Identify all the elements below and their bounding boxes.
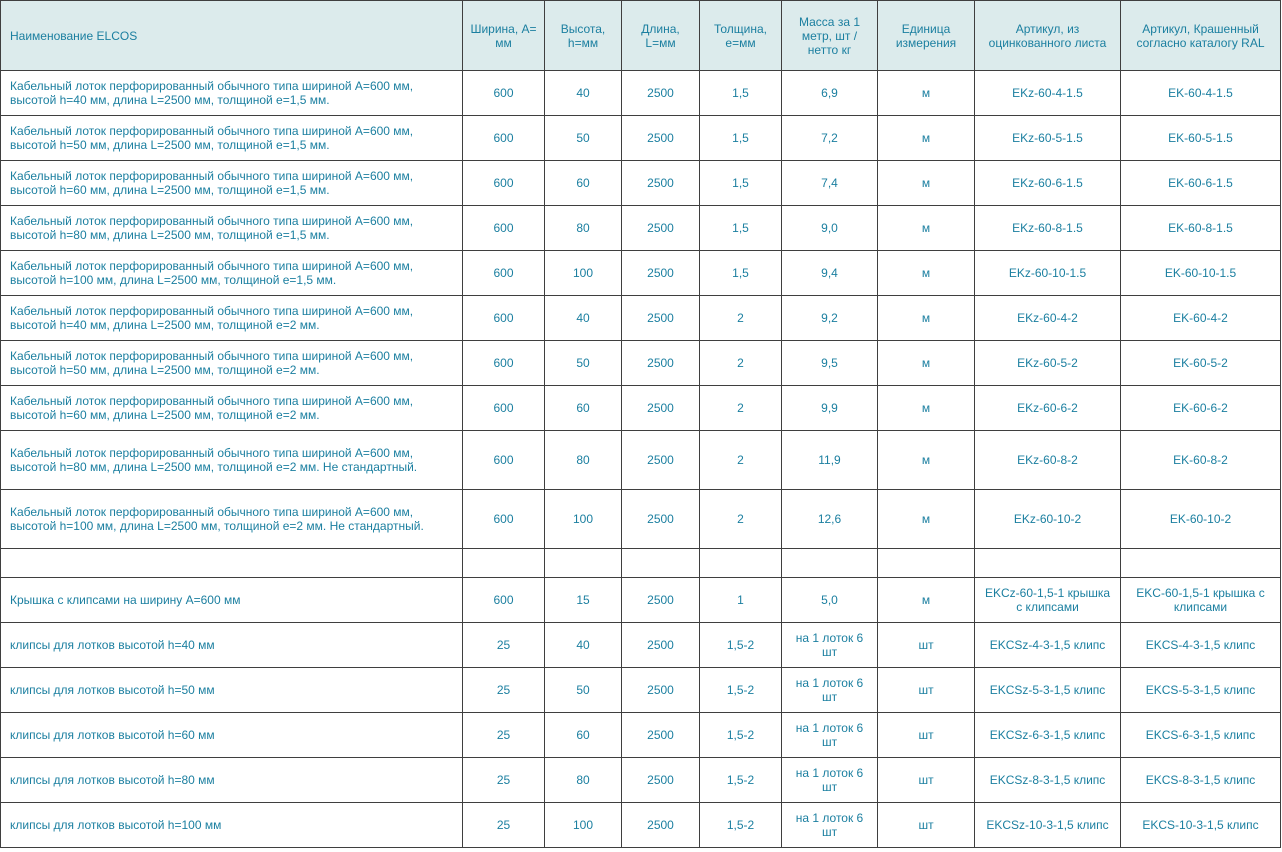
cell-thickness: 2 (700, 296, 782, 341)
cell-width: 600 (463, 206, 545, 251)
table-row (1, 71, 1281, 116)
cell-name: клипсы для лотков высотой h=100 мм (1, 803, 463, 848)
cell-width: 600 (463, 116, 545, 161)
cell-mass: 12,6 (782, 490, 878, 549)
cell-unit: м (878, 251, 975, 296)
cell-length: 2500 (622, 623, 700, 668)
cell-sku-ral: EK-60-4-2 (1121, 296, 1281, 341)
cell-sku-galvanized: EKCSz-5-3-1,5 клипс (975, 668, 1121, 713)
cell-name: Кабельный лоток перфорированный обычного типа шириной А=600 мм, высотой h=80 мм, длина L=2500 мм, толщиной е=1,5 мм. (1, 206, 463, 251)
cell-sku-ral: EKCS-8-3-1,5 клипс (1121, 758, 1281, 803)
cell-mass: 9,2 (782, 296, 878, 341)
cell-mass: 5,0 (782, 578, 878, 623)
cell-height: 15 (545, 578, 622, 623)
cell-thickness: 1,5 (700, 116, 782, 161)
col-header-thickness: Толщина, e=мм (700, 1, 782, 71)
cell-unit: м (878, 431, 975, 490)
cell-sku-ral: EK-60-6-1.5 (1121, 161, 1281, 206)
cell-width: 600 (463, 296, 545, 341)
cell-mass: 6,9 (782, 71, 878, 116)
cell-sku-ral: EK-60-5-1.5 (1121, 116, 1281, 161)
cell-unit: м (878, 71, 975, 116)
cell-height: 100 (545, 251, 622, 296)
cell-length: 2500 (622, 713, 700, 758)
cell-height: 50 (545, 668, 622, 713)
cell-name: клипсы для лотков высотой h=60 мм (1, 713, 463, 758)
cell-height: 80 (545, 758, 622, 803)
cell-unit: м (878, 206, 975, 251)
cell-name: клипсы для лотков высотой h=80 мм (1, 758, 463, 803)
cell-height: 40 (545, 71, 622, 116)
cell-width: 25 (463, 713, 545, 758)
cell-name: Кабельный лоток перфорированный обычного типа шириной А=600 мм, высотой h=50 мм, длина L=2500 мм, толщиной е=1,5 мм. (1, 116, 463, 161)
cell-unit: шт (878, 668, 975, 713)
cell-sku-galvanized: EKCSz-6-3-1,5 клипс (975, 713, 1121, 758)
cell-length: 2500 (622, 116, 700, 161)
cell-width: 25 (463, 668, 545, 713)
cell-sku-galvanized: EKz-60-4-2 (975, 296, 1121, 341)
table-row (1, 803, 1281, 848)
cell-sku-ral: EK-60-4-1.5 (1121, 71, 1281, 116)
cell-thickness: 1 (700, 578, 782, 623)
cell-height: 50 (545, 341, 622, 386)
table-row (1, 668, 1281, 713)
cell-sku-galvanized: EKCSz-8-3-1,5 клипс (975, 758, 1121, 803)
cell-thickness: 1,5 (700, 251, 782, 296)
cell-name: Кабельный лоток перфорированный обычного типа шириной А=600 мм, высотой h=60 мм, длина L=2500 мм, толщиной е=2 мм. (1, 386, 463, 431)
cell-width: 600 (463, 386, 545, 431)
cell-mass: 9,5 (782, 341, 878, 386)
table-row (1, 251, 1281, 296)
cell-name: Крышка с клипсами на ширину А=600 мм (1, 578, 463, 623)
cell-height: 60 (545, 386, 622, 431)
table-row (1, 490, 1281, 549)
cell-mass: на 1 лоток 6 шт (782, 668, 878, 713)
cell-width: 25 (463, 803, 545, 848)
table-row (1, 116, 1281, 161)
cell-sku-ral: EKCS-4-3-1,5 клипс (1121, 623, 1281, 668)
cell-mass: 7,4 (782, 161, 878, 206)
cell-width: 600 (463, 251, 545, 296)
cell-unit: м (878, 386, 975, 431)
cell-sku-galvanized: EKz-60-6-2 (975, 386, 1121, 431)
cell-width: 600 (463, 161, 545, 206)
cell-sku-galvanized: EKCz-60-1,5-1 крышка с клипсами (975, 578, 1121, 623)
cell-thickness: 1,5-2 (700, 758, 782, 803)
cell-length: 2500 (622, 386, 700, 431)
header-row (1, 1, 1281, 71)
col-header-unit: Единица измерения (878, 1, 975, 71)
col-header-width: Ширина, А= мм (463, 1, 545, 71)
cell-height: 80 (545, 206, 622, 251)
cell-height: 100 (545, 490, 622, 549)
cell-unit: м (878, 116, 975, 161)
cell-name: Кабельный лоток перфорированный обычного типа шириной А=600 мм, высотой h=50 мм, длина L=2500 мм, толщиной е=2 мм. (1, 341, 463, 386)
table-row (1, 713, 1281, 758)
empty-cell (975, 549, 1121, 578)
cell-thickness: 1,5-2 (700, 803, 782, 848)
cell-height: 60 (545, 713, 622, 758)
cell-sku-galvanized: EKz-60-10-1.5 (975, 251, 1121, 296)
cell-sku-galvanized: EKz-60-10-2 (975, 490, 1121, 549)
cell-length: 2500 (622, 161, 700, 206)
cell-length: 2500 (622, 758, 700, 803)
cell-mass: 11,9 (782, 431, 878, 490)
cell-mass: на 1 лоток 6 шт (782, 758, 878, 803)
cell-name: Кабельный лоток перфорированный обычного типа шириной А=600 мм, высотой h=40 мм, длина L=2500 мм, толщиной е=1,5 мм. (1, 71, 463, 116)
cell-height: 100 (545, 803, 622, 848)
cell-name: клипсы для лотков высотой h=50 мм (1, 668, 463, 713)
cell-mass: на 1 лоток 6 шт (782, 713, 878, 758)
cell-width: 25 (463, 758, 545, 803)
cell-height: 40 (545, 296, 622, 341)
col-header-name: Наименование ELCOS (1, 1, 463, 71)
cell-name: клипсы для лотков высотой h=40 мм (1, 623, 463, 668)
table-row (1, 296, 1281, 341)
empty-cell (700, 549, 782, 578)
table-row (1, 578, 1281, 623)
cell-thickness: 1,5-2 (700, 623, 782, 668)
cell-sku-ral: EK-60-6-2 (1121, 386, 1281, 431)
empty-cell (878, 549, 975, 578)
cell-length: 2500 (622, 341, 700, 386)
cell-sku-ral: EK-60-10-2 (1121, 490, 1281, 549)
cell-length: 2500 (622, 578, 700, 623)
empty-cell (1, 549, 463, 578)
cell-unit: м (878, 578, 975, 623)
cell-name: Кабельный лоток перфорированный обычного типа шириной А=600 мм, высотой h=100 мм, длина L=2500 мм, толщиной е=1,5 мм. (1, 251, 463, 296)
cell-unit: м (878, 161, 975, 206)
cell-sku-ral: EKCS-10-3-1,5 клипс (1121, 803, 1281, 848)
cell-width: 600 (463, 578, 545, 623)
cell-sku-ral: EKCS-6-3-1,5 клипс (1121, 713, 1281, 758)
cell-width: 600 (463, 341, 545, 386)
cell-sku-galvanized: EKCSz-10-3-1,5 клипс (975, 803, 1121, 848)
cell-height: 80 (545, 431, 622, 490)
cell-length: 2500 (622, 490, 700, 549)
cell-length: 2500 (622, 71, 700, 116)
cell-mass: 7,2 (782, 116, 878, 161)
cell-width: 600 (463, 490, 545, 549)
cell-thickness: 2 (700, 341, 782, 386)
cell-name: Кабельный лоток перфорированный обычного типа шириной А=600 мм, высотой h=40 мм, длина L=2500 мм, толщиной е=2 мм. (1, 296, 463, 341)
cell-sku-galvanized: EKz-60-6-1.5 (975, 161, 1121, 206)
cell-width: 600 (463, 431, 545, 490)
cell-length: 2500 (622, 431, 700, 490)
cell-thickness: 2 (700, 386, 782, 431)
col-header-sku-galvanized: Артикул, из оцинкованного листа (975, 1, 1121, 71)
cell-unit: м (878, 490, 975, 549)
cell-sku-galvanized: EKz-60-8-1.5 (975, 206, 1121, 251)
cell-sku-ral: EK-60-10-1.5 (1121, 251, 1281, 296)
cell-name: Кабельный лоток перфорированный обычного типа шириной А=600 мм, высотой h=80 мм, длина L=2500 мм, толщиной е=2 мм. Не стандартный. (1, 431, 463, 490)
cell-unit: м (878, 296, 975, 341)
cell-unit: шт (878, 713, 975, 758)
col-header-length: Длина, L=мм (622, 1, 700, 71)
cell-thickness: 1,5-2 (700, 668, 782, 713)
cell-thickness: 2 (700, 490, 782, 549)
cell-sku-ral: EK-60-5-2 (1121, 341, 1281, 386)
cell-unit: шт (878, 758, 975, 803)
cell-thickness: 1,5-2 (700, 713, 782, 758)
col-header-mass: Масса за 1 метр, шт / нетто кг (782, 1, 878, 71)
cell-unit: шт (878, 623, 975, 668)
table-row (1, 758, 1281, 803)
empty-cell (545, 549, 622, 578)
table-row (1, 623, 1281, 668)
cell-name: Кабельный лоток перфорированный обычного типа шириной А=600 мм, высотой h=60 мм, длина L=2500 мм, толщиной е=1,5 мм. (1, 161, 463, 206)
empty-row (1, 549, 1281, 578)
cell-sku-galvanized: EKz-60-4-1.5 (975, 71, 1121, 116)
cell-thickness: 1,5 (700, 206, 782, 251)
empty-cell (782, 549, 878, 578)
cell-length: 2500 (622, 206, 700, 251)
cell-height: 60 (545, 161, 622, 206)
col-header-sku-ral: Артикул, Крашенный согласно каталогу RAL (1121, 1, 1281, 71)
cell-sku-ral: EK-60-8-1.5 (1121, 206, 1281, 251)
cell-sku-ral: EK-60-8-2 (1121, 431, 1281, 490)
cell-height: 50 (545, 116, 622, 161)
cell-sku-galvanized: EKz-60-8-2 (975, 431, 1121, 490)
cell-mass: на 1 лоток 6 шт (782, 803, 878, 848)
cell-mass: 9,4 (782, 251, 878, 296)
empty-cell (622, 549, 700, 578)
table-row (1, 386, 1281, 431)
cell-sku-ral: EKC-60-1,5-1 крышка с клипсами (1121, 578, 1281, 623)
cell-length: 2500 (622, 296, 700, 341)
cell-sku-galvanized: EKz-60-5-2 (975, 341, 1121, 386)
empty-cell (463, 549, 545, 578)
cell-thickness: 1,5 (700, 71, 782, 116)
cell-width: 25 (463, 623, 545, 668)
cell-name: Кабельный лоток перфорированный обычного типа шириной А=600 мм, высотой h=100 мм, длина L=2500 мм, толщиной е=2 мм. Не стандартный. (1, 490, 463, 549)
table-row (1, 206, 1281, 251)
table-row (1, 341, 1281, 386)
cell-width: 600 (463, 71, 545, 116)
col-header-height: Высота, h=мм (545, 1, 622, 71)
cell-thickness: 1,5 (700, 161, 782, 206)
cell-length: 2500 (622, 668, 700, 713)
table-row (1, 161, 1281, 206)
cell-length: 2500 (622, 803, 700, 848)
table-row (1, 431, 1281, 490)
cell-mass: 9,0 (782, 206, 878, 251)
cell-sku-galvanized: EKCSz-4-3-1,5 клипс (975, 623, 1121, 668)
cell-sku-galvanized: EKz-60-5-1.5 (975, 116, 1121, 161)
cell-unit: м (878, 341, 975, 386)
cell-length: 2500 (622, 251, 700, 296)
cell-thickness: 2 (700, 431, 782, 490)
empty-cell (1121, 549, 1281, 578)
cell-unit: шт (878, 803, 975, 848)
cell-mass: на 1 лоток 6 шт (782, 623, 878, 668)
cell-height: 40 (545, 623, 622, 668)
cell-sku-ral: EKCS-5-3-1,5 клипс (1121, 668, 1281, 713)
cell-mass: 9,9 (782, 386, 878, 431)
